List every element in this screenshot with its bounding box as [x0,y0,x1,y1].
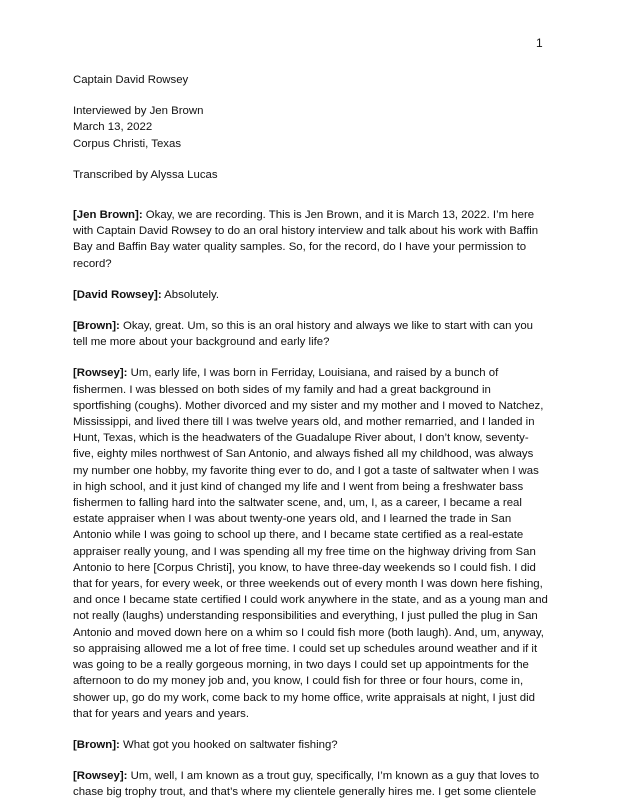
paragraph-text: Okay, we are recording. This is Jen Brown, and it is March 13, 2022. I’m here with Captain David Rowsey to do an oral history interview and talk about his work with Baffin Bay and Baffin Bay water quality samples. So, for the record, do I have your permission to record? [73,209,539,270]
transcript-paragraph [73,207,548,272]
transcript-paragraph [73,287,548,303]
speaker-label: [Jen Brown]: [73,209,143,222]
paragraph-text: Okay, great. Um, so this is an oral history and always we like to start with can you tell me more about your background and early life? [73,320,534,349]
interview-location: Corpus Christi, Texas [73,137,182,150]
paragraph-text: Um, well, I am known as a trout guy, specifically, I’m known as a guy that loves to chase big trophy trout, and that’s where my clientele generally hires me. I get some clientele [73,770,540,799]
transcript-paragraph [73,737,548,753]
speaker-label: [Brown]: [73,738,120,751]
speaker-label: [Brown]: [73,320,120,333]
interview-date: March 13, 2022 [73,121,153,134]
speaker-label: [David Rowsey]: [73,288,162,301]
speaker-label: [Rowsey]: [73,367,128,380]
interviewer-line: Interviewed by Jen Brown [73,105,204,118]
transcript-body [73,72,548,801]
transcript-paragraph [73,318,548,350]
page-number: 1 [536,36,543,50]
paragraph-text: What got you hooked on saltwater fishing? [119,738,338,751]
speaker-label: [Rowsey]: [73,770,128,783]
transcriber-line: Transcribed by Alyssa Lucas [73,168,218,181]
paragraph-text: Um, early life, I was born in Ferriday, Louisiana, and raised by a bunch of fishermen. I was blessed on both sides of my family and had a great background in sportfishing (coughs). Mother divorced and my sister and my mother and I moved to Natchez, Mississippi, and lived there till I was twelve years old, and mother remarried, and I landed in Hunt, Texas, which is the headwaters of the Guadalupe River about, I don’t know, seventy-five, eighty miles northwest of San Antonio, and always fished all my childhood, was always my number one hobby, my favorite thing ever to do, and I got a taste of saltwater when I was in high school, and it just kind of changed my life and I went from being a freshwater bass fishermen to falling hard into the saltwater scene, and, um, I, as a career, I became a real estate appraiser when I was about twenty-one years old, and I learned the trade in San Antonio while I was going to school up there, and I became state certified as a real-estate appraiser really young, and I was spending all my free time on the highway driving from San Antonio to here [Corpus Christi], you know, to have three-day weekends so I could fish. I did that for years, for every week, or three weekends out of every month I was down here fishing, and once I became state certified I could work anywhere in the state, and as a young man and not really (laughs) understanding responsibilities and everything, I just pulled the plug in San Antonio and moved down here on a whim so I could fish more (both laugh). And, um, anyway, so appraising allowed me a lot of free time. I could set up schedules around weather and if it was going to be a really gorgeous morning, in two days I could set up appointments for the afternoon to do my money job and, you know, I could fish for three or four hours, come in, shower up, go do my work, come back to my home office, write appraisals at night, I just did that for years and years and years. [73,367,548,720]
document-title: Captain David Rowsey [73,74,189,86]
transcript-paragraph [73,365,548,721]
paragraph-text: Absolutely. [161,288,220,301]
transcript-paragraph [73,768,548,800]
